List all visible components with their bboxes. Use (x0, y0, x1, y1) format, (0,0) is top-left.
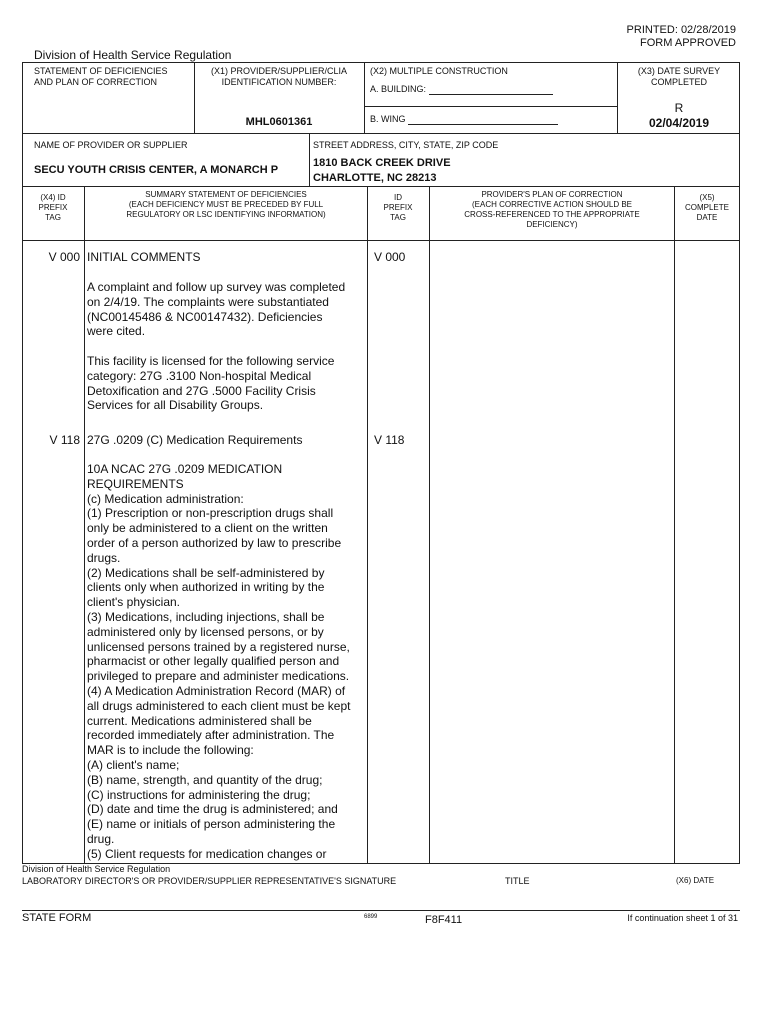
provider-name: SECU YOUTH CRISIS CENTER, A MONARCH P (34, 164, 279, 176)
rule (309, 133, 310, 186)
wing-field (370, 114, 558, 125)
rule (22, 240, 740, 241)
state-form-label: STATE FORM (22, 912, 92, 924)
tag-v118: V 118 (49, 433, 80, 447)
address-line-1: 1810 BACK CREEK DRIVE (313, 157, 451, 169)
address-line-2: CHARLOTTE, NC 28213 (313, 172, 437, 184)
rule (617, 62, 618, 133)
v000-title: INITIAL COMMENTS (87, 250, 201, 264)
rule (674, 186, 675, 863)
event-id: F8F411 (425, 914, 463, 926)
id-tag-v118: V 118 (374, 433, 405, 447)
building-line (429, 85, 553, 95)
v000-paragraph-2: This facility is licensed for the following service category: 27G .3100 Non-hospital Medical Detoxification and 27G .5000 Facility Crisis Services for all Disability Groups. (87, 354, 335, 413)
print-info (627, 24, 736, 50)
printed-date: PRINTED: 02/28/2019 (626, 24, 736, 36)
signature-rule (22, 910, 740, 911)
footer-division: Division of Health Service Regulation (22, 864, 171, 874)
rule (22, 186, 740, 187)
provider-id: MHL0601361 (245, 116, 313, 128)
x2-label: (X2) MULTIPLE CONSTRUCTION (370, 66, 508, 76)
wing-label: B. WING (370, 114, 406, 124)
id-header: ID PREFIX TAG (383, 193, 413, 222)
v000-paragraph-1: A complaint and follow up survey was completed on 2/4/19. The complaints were substantiated (NC00145486 & NC00147432). Deficiencies were cited. (87, 280, 346, 339)
v118-body: 10A NCAC 27G .0209 MEDICATION REQUIREMENTS (c) Medication administration: (1) Prescription or non-prescription drugs shall only be administered to a client on the written order of a person authorized by law to prescribe drugs. (2) Medications shall be self-administered by clients only when authorized in writing by the client's physician. (3) Medications, including injections, shall be administered only by licensed persons, or by unlicensed persons trained by a registered nurse, pharmacist or other legally qualified person and privileged to prepare and administer medications. (4) A Medication Administration Record (MAR) of all drugs administered to each client must be kept current. Medications administered shall be recorded immediately after administration. The MAR is to include the following: (A) client's name; (B) name, strength, and quantity of the drug; (C) instructions for administering the drug; (D) date and time the drug is administered; and (E) name or initials of person administering the drug. (5) Client requests for medication changes or (87, 462, 351, 861)
v118-title: 27G .0209 (C) Medication Requirements (87, 433, 303, 447)
x4-header: (X4) ID PREFIX TAG (38, 193, 68, 222)
tag-v000: V 000 (48, 250, 80, 264)
wing-line (408, 115, 558, 125)
rule (364, 106, 617, 107)
continuation-note: If continuation sheet 1 of 31 (627, 913, 738, 923)
plan-header: PROVIDER'S PLAN OF CORRECTION (EACH CORRECTIVE ACTION SHOULD BE CROSS-REFERENCED TO THE APPROPRIATE DEFICIENCY) (464, 190, 640, 229)
summary-header: SUMMARY STATEMENT OF DEFICIENCIES (EACH DEFICIENCY MUST BE PRECEDED BY FULL REGULATORY OR LSC IDENTIFYING INFORMATION) (126, 190, 326, 219)
signature-label: LABORATORY DIRECTOR'S OR PROVIDER/SUPPLIER REPRESENTATIVE'S SIGNATURE (22, 876, 397, 886)
provider-label: NAME OF PROVIDER OR SUPPLIER (34, 140, 188, 150)
title-label: TITLE (505, 876, 530, 886)
division-title: Division of Health Service Regulation (34, 48, 232, 62)
form-approved: FORM APPROVED (640, 37, 736, 49)
street-address (313, 156, 451, 186)
id-tag-v000: V 000 (374, 250, 406, 264)
rule (84, 186, 85, 863)
rule (739, 62, 740, 863)
x3-label: (X3) DATE SURVEY COMPLETED (637, 66, 721, 87)
building-label: A. BUILDING: (370, 84, 427, 94)
rule (364, 62, 365, 133)
x5-header: (X5) COMPLETE DATE (684, 193, 729, 222)
rule (22, 133, 740, 134)
building-field (370, 84, 553, 95)
rule (194, 62, 195, 133)
rule (22, 62, 740, 63)
rule (367, 186, 368, 863)
rule (22, 62, 23, 863)
date-label: (X6) DATE (676, 876, 715, 885)
address-label: STREET ADDRESS, CITY, STATE, ZIP CODE (313, 140, 499, 150)
x1-label: (X1) PROVIDER/SUPPLIER/CLIA IDENTIFICATION NUMBER: (210, 66, 348, 87)
form-code: 6899 (364, 914, 378, 920)
survey-date: 02/04/2019 (648, 116, 710, 130)
rule (429, 186, 430, 863)
survey-code: R (674, 101, 684, 115)
statement-label: STATEMENT OF DEFICIENCIES AND PLAN OF CORRECTION (34, 66, 168, 87)
